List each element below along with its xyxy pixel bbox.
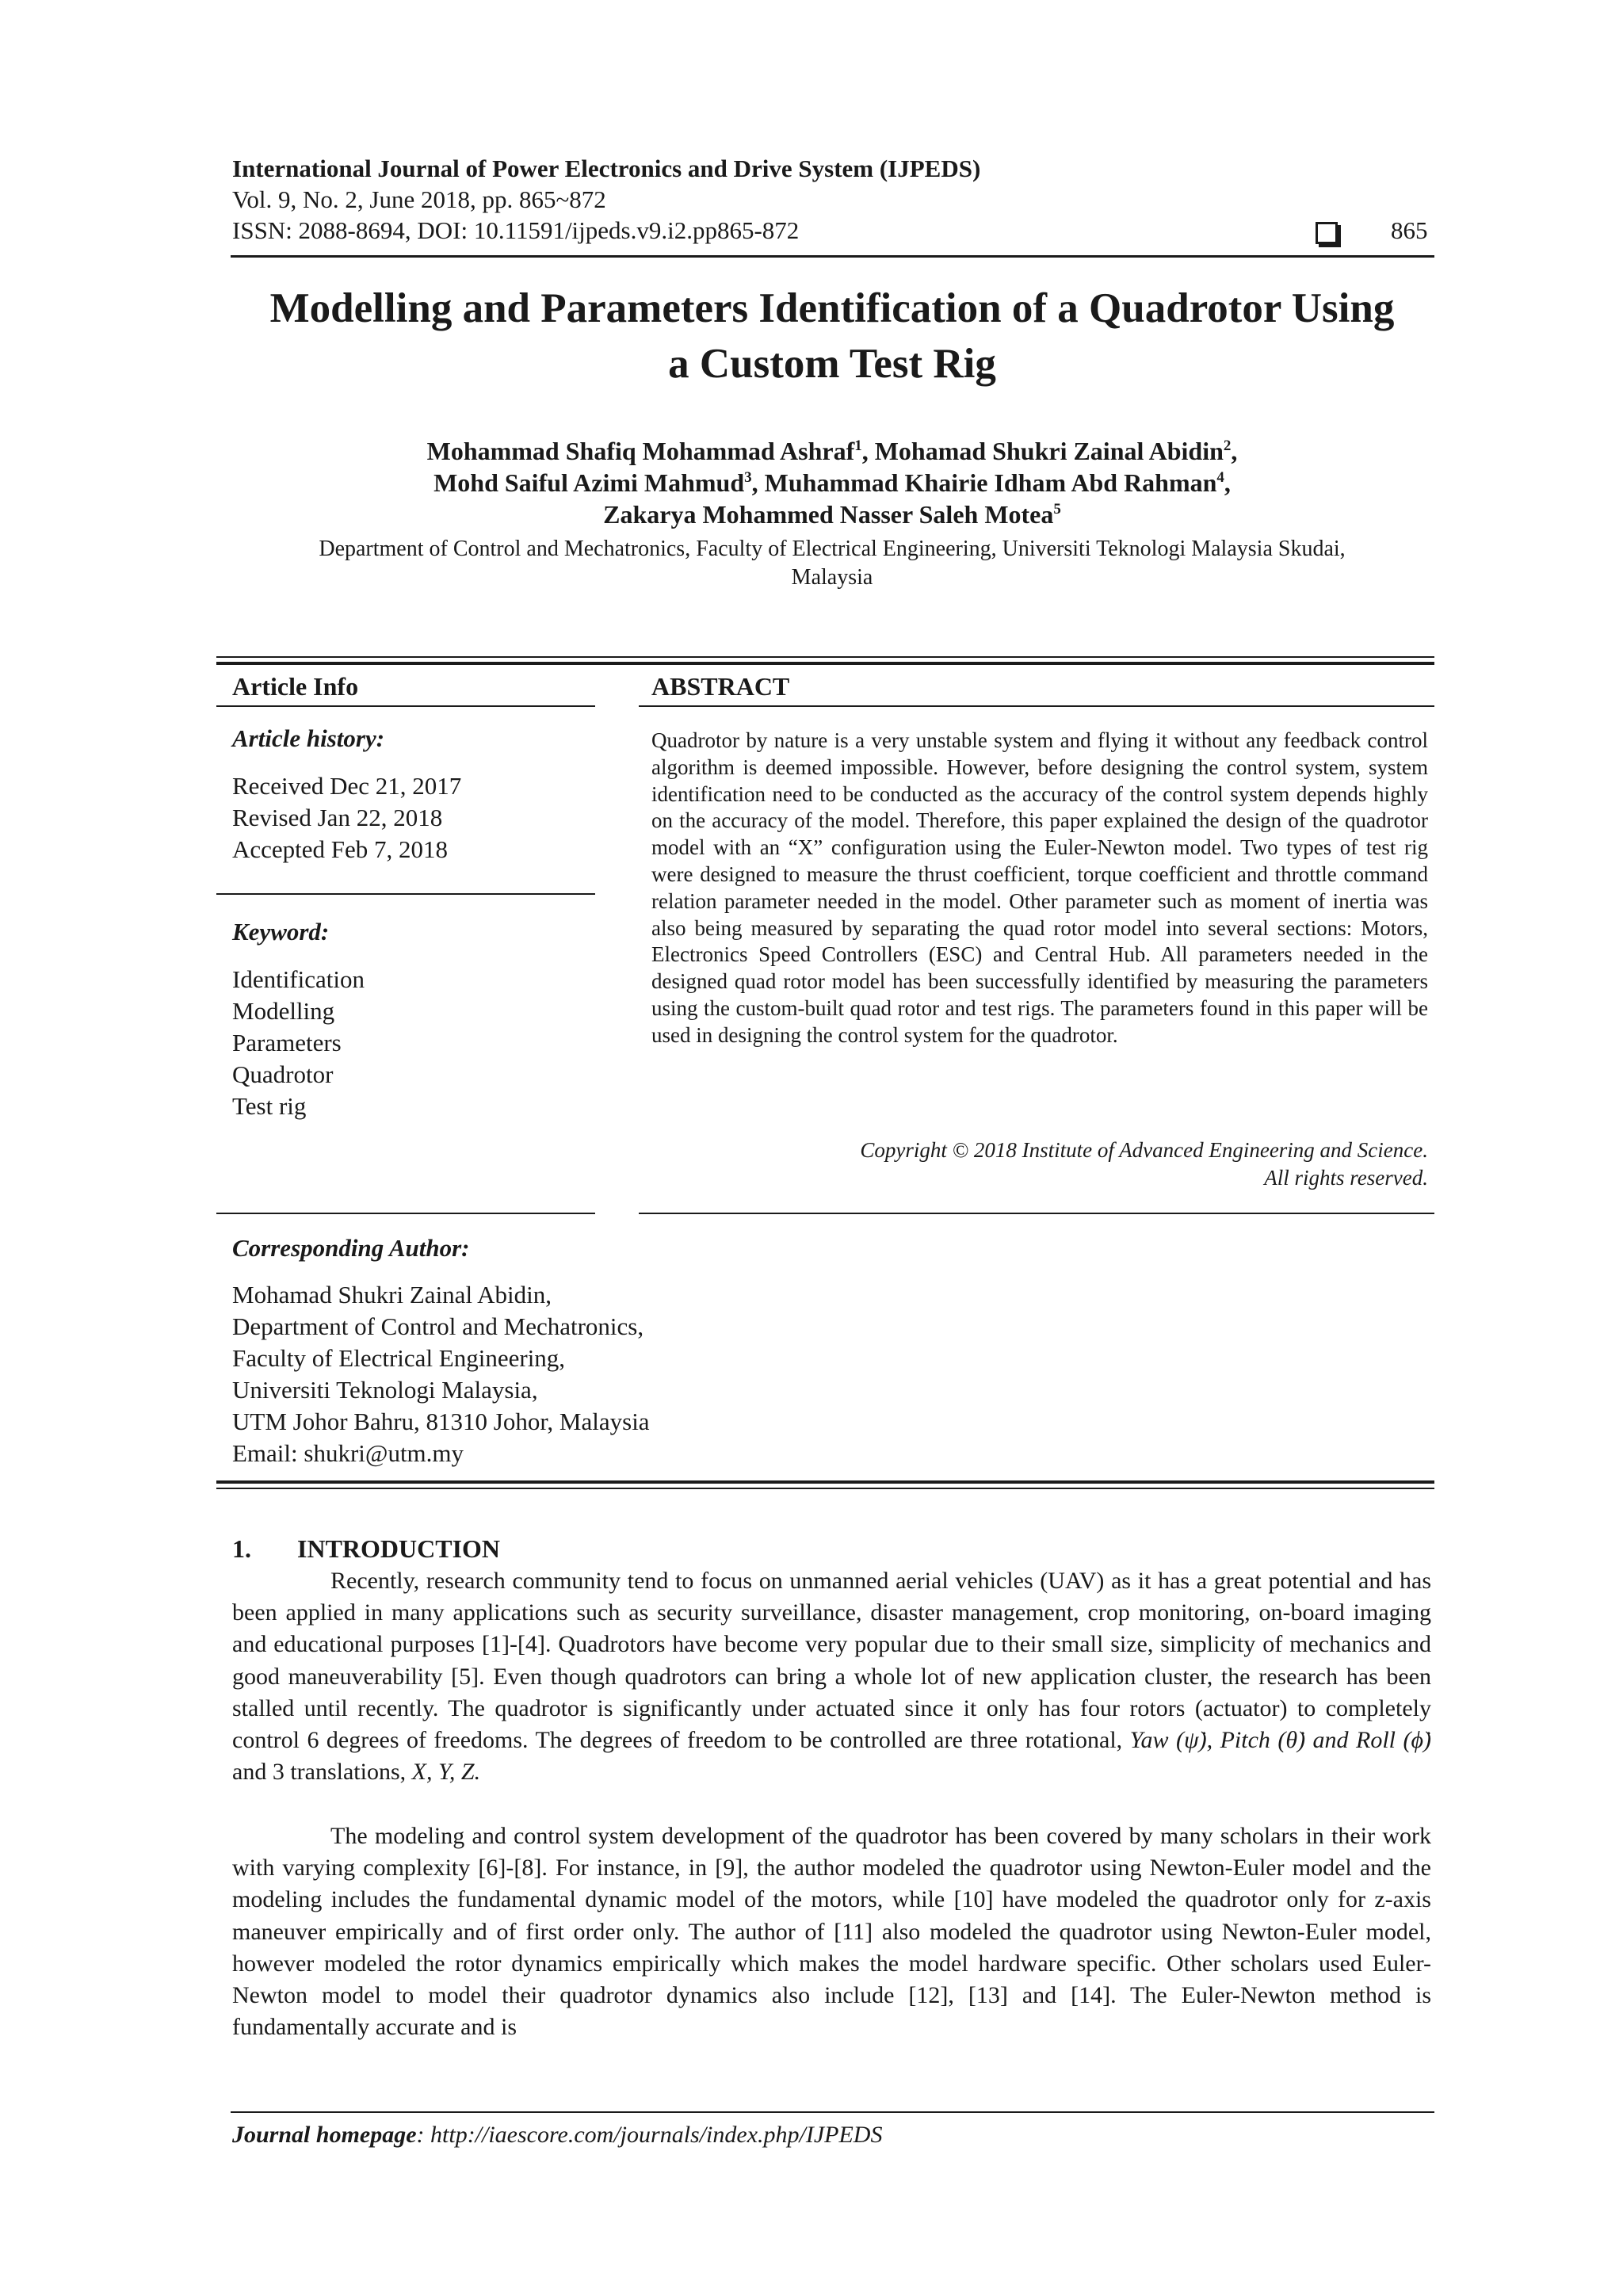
checkbox-square-icon [1316,222,1338,244]
copyright-line-1: Copyright © 2018 Institute of Advanced Engineering and Science. [860,1138,1428,1162]
affiliation-line-1: Department of Control and Mechatronics, Faculty of Electrical Engineering, Universiti Teknologi Malaysia Skudai, [319,537,1346,561]
translational-dof: X, Y, Z. [411,1759,481,1786]
journal-homepage [232,2122,882,2149]
corresponding-author-email: Email: shukri@utm.my [232,1439,464,1467]
corresponding-line: UTM Johor Bahru, 81310 Johor, Malaysia [232,1408,650,1435]
issn-doi: ISSN: 2088-8694, DOI: 10.11591/ijpeds.v9.i2.pp865-872 [232,216,800,244]
author-3-sup: 3 [744,469,752,486]
infobox-top-rule-2 [216,662,1434,665]
keyword-item: Parameters [232,1029,342,1056]
author-5-sup: 5 [1053,501,1061,518]
introduction-paragraph-2: The modeling and control system development of the quadrotor has been covered by many scholars in their work with varying complexity [6]-[8]. For instance, in [9], the author modeled the quadrotor using Newton-Euler model and the modeling includes the fundamental dynamic model of the motors, while [10] have modeled the quadrotor only for z-axis maneuver empirically and of first order only. The author of [11] also modeled the quadrotor using Newton-Euler model, however modeled the rotor dynamics empirically which makes the model hardware specific. Other scholars used Euler-Newton model to model their quadrotor dynamics also include [12], [13] and [14]. The Euler-Newton method is fundamentally accurate and is [232,1823,1431,2041]
article-info-heading: Article Info [232,672,359,701]
corresponding-line: Department of Control and Mechatronics, [232,1312,644,1340]
author-1-sup: 1 [854,437,862,454]
title-line-2: a Custom Test Rig [668,341,996,387]
author-3: Mohd Saiful Azimi Mahmud [433,468,745,497]
article-history-heading: Article history: [232,724,385,752]
received-date: Received Dec 21, 2017 [232,772,462,800]
introduction-paragraph-1 [232,1565,1431,1788]
introduction-heading [232,1534,500,1563]
abstract-bottom-rule [639,1213,1434,1214]
infobox-bottom-rule-1 [216,1480,1434,1484]
section-number: 1. [232,1534,251,1563]
infobox-bottom-rule-2 [216,1488,1434,1489]
abstract-text: Quadrotor by nature is a very unstable system and flying it without any feedback control algorithm is deemed impossible. However, before designing the control system, system identification need to be conducted as the accuracy of the control system depends highly on the accuracy of the model. Therefore, this paper explained the design of the quadrotor model with an “X” configuration using the Euler-Newton model. Two types of test rig were designed to measure the thrust coefficient, torque coefficient and throttle command relation parameter needed in the model. Other parameter such as moment of inertia was also being measured by separating the quad rotor model into several sections: Motors, Electronics Speed Controllers (ESC) and Central Hub. All parameters needed in the designed quad rotor model has been successfully identified by measuring the parameters using the custom-built quad rotor and test rigs. The parameters found in this paper will be used in designing the control system for the quadrotor. [651,728,1428,1047]
page-number: 865 [1391,216,1428,244]
author-list: Mohammad Shafiq Mohammad Ashraf$^1$, Mohamad Shukri Zainal Abidin$^2$, Mohd Saiful Azimi Mahmud$^3$, Muhammad Khairie Idham Abd Rahman$^4$, Zakarya Mohammed Nasser Saleh Motea$^5$ [426,437,1238,529]
keyword-item: Identification [232,965,365,993]
rotational-dof: Yaw (ψ̇), Pitch (θ̇) and Roll (ϕ̇) [1129,1727,1431,1754]
accepted-date: Accepted Feb 7, 2018 [232,835,449,863]
footer-rule [231,2111,1434,2113]
keyword-item: Test rig [232,1092,307,1120]
title-line-1: Modelling and Parameters Identification of a Quadrotor Using [269,285,1395,331]
copyright-line-2: All rights reserved. [1264,1166,1428,1190]
paper-title [198,281,1466,392]
article-info-rule [216,705,595,707]
corresponding-author-heading: Corresponding Author: [232,1234,470,1262]
homepage-label: Journal homepage [232,2122,417,2148]
paragraph-1-text-b: and 3 translations, [232,1759,407,1786]
header-rule [231,255,1434,258]
author-4-sup: 4 [1216,469,1224,486]
author-2-sup: 2 [1223,437,1232,454]
history-rule [216,893,595,895]
section-title: INTRODUCTION [297,1534,501,1563]
abstract-heading: ABSTRACT [651,672,790,701]
author-2: Mohamad Shukri Zainal Abidin [874,437,1224,465]
author-5: Zakarya Mohammed Nasser Saleh Motea [603,500,1054,529]
corresponding-line: Universiti Teknologi Malaysia, [232,1376,538,1404]
journal-name: International Journal of Power Electronics and Drive System (IJPEDS) [232,155,981,182]
author-1: Mohammad Shafiq Mohammad Ashraf [426,437,855,465]
abstract-rule [639,705,1434,707]
keyword-heading: Keyword: [232,918,330,946]
keyword-item: Quadrotor [232,1060,334,1088]
corresponding-line: Mohamad Shukri Zainal Abidin, [232,1281,552,1308]
copyright-notice [651,1137,1428,1192]
corresponding-author-details [232,1279,650,1469]
affiliation-line-2: Malaysia [791,565,873,590]
keyword-rule [216,1213,595,1214]
keyword-list [232,964,365,1122]
infobox-top-rule-1 [216,656,1434,658]
corresponding-line: Faculty of Electrical Engineering, [232,1344,566,1372]
affiliation [198,535,1466,592]
paragraph-1-text: Recently, research community tend to focus on unmanned aerial vehicles (UAV) as it has a great potential and has been applied in many applications such as security surveillance, disaster management, crop monitoring, on-board imaging and educational purposes [1]-[4]. Quadrotors have become very popular due to their small size, simplicity of mechanics and good maneuverability [5]. Even though quadrotors can bring a whole lot of new application cluster, the research has been stalled until recently. The quadrotor is significantly under actuated since it only has four rotors (actuator) to completely control 6 degrees of freedoms. The degrees of freedom to be controlled are three rotational, [232,1568,1431,1754]
article-history [232,770,461,865]
volume-info: Vol. 9, No. 2, June 2018, pp. 865~872 [232,185,606,213]
keyword-item: Modelling [232,997,335,1025]
author-4: Muhammad Khairie Idham Abd Rahman [764,468,1217,497]
homepage-url[interactable]: : http://iaescore.com/journals/index.php/IJPEDS [416,2122,883,2148]
revised-date: Revised Jan 22, 2018 [232,804,443,831]
